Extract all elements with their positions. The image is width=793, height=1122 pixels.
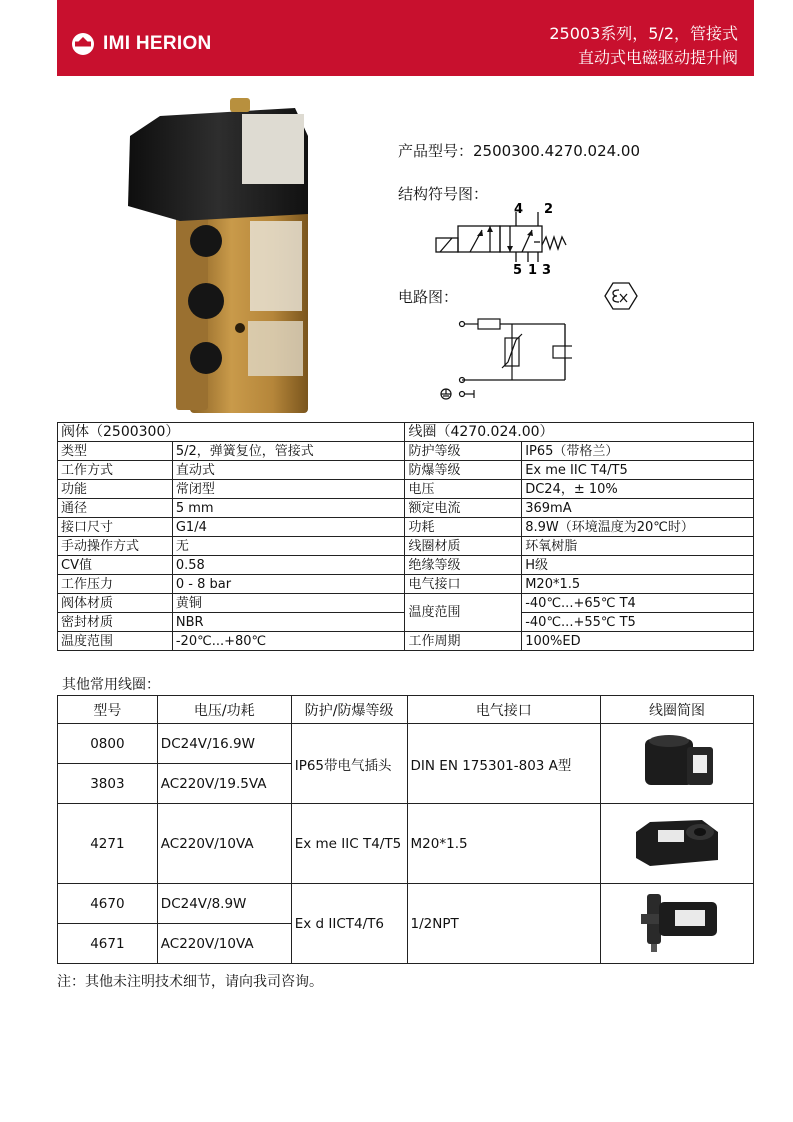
model-number: 2500300.4270.024.00	[473, 142, 641, 160]
spec-value: DC24，± 10%	[522, 480, 754, 499]
coil-protection: IP65带电气插头	[291, 724, 407, 804]
col-header-model: 型号	[58, 696, 158, 724]
coil-interface: 1/2NPT	[407, 884, 601, 964]
imi-logo-icon	[71, 32, 95, 56]
port-4-label: 4	[514, 202, 524, 217]
coil-protection: Ex d IICT4/T6	[291, 884, 407, 964]
coil-power: AC220V/10VA	[157, 804, 291, 884]
coil-power: AC220V/19.5VA	[157, 764, 291, 804]
symbol-label: 结构符号图：	[398, 185, 489, 203]
spec-value: 环氧树脂	[522, 537, 754, 556]
exme-coil-image	[630, 814, 724, 870]
coil-protection: Ex me IIC T4/T5	[291, 804, 407, 884]
spec-key: 工作方式	[58, 461, 173, 480]
spec-value: 5/2，弹簧复位，管接式	[172, 442, 405, 461]
din-coil-image	[637, 727, 717, 797]
spec-value: -20℃...+80℃	[172, 632, 405, 651]
spec-value: 100%ED	[522, 632, 754, 651]
port-2-label: 2	[544, 202, 554, 217]
spec-value: 直动式	[172, 461, 405, 480]
spec-key: 温度范围	[58, 632, 173, 651]
spec-key: 额定电流	[405, 499, 522, 518]
spec-key: 线圈材质	[405, 537, 522, 556]
brand-logo	[71, 32, 212, 56]
coil-model: 0800	[58, 724, 158, 764]
spec-value: IP65（带格兰）	[522, 442, 754, 461]
footnote: 注：其他未注明技术细节，请向我司咨询。	[57, 974, 323, 990]
coil-power: AC220V/10VA	[157, 924, 291, 964]
spec-value: 0.58	[172, 556, 405, 575]
spec-key: 阀体材质	[58, 594, 173, 613]
spec-value: NBR	[172, 613, 405, 632]
spec-key: 防护等级	[405, 442, 522, 461]
circuit-label: 电路图：	[398, 288, 459, 306]
port-1-label: 1	[528, 263, 538, 278]
spec-value: G1/4	[172, 518, 405, 537]
coil-model: 4670	[58, 884, 158, 924]
coil-model: 4671	[58, 924, 158, 964]
model-label: 产品型号：	[398, 142, 474, 160]
spec-key: 功耗	[405, 518, 522, 537]
page-title	[549, 22, 738, 70]
spec-key: 接口尺寸	[58, 518, 173, 537]
spec-key: 通径	[58, 499, 173, 518]
spec-value: 5 mm	[172, 499, 405, 518]
coil-interface: M20*1.5	[407, 804, 601, 884]
coil-header: 线圈（4270.024.00）	[405, 423, 754, 442]
other-coils-title: 其他常用线圈：	[62, 677, 160, 693]
spec-value: -40℃...+65℃ T4	[522, 594, 754, 613]
spec-value: 369mA	[522, 499, 754, 518]
spec-key: 功能	[58, 480, 173, 499]
exd-coil-image	[627, 890, 727, 954]
header-banner	[57, 0, 754, 76]
atex-ex-icon	[603, 281, 639, 311]
circuit-diagram	[432, 310, 572, 400]
spec-key: 类型	[58, 442, 173, 461]
spec-key: 工作压力	[58, 575, 173, 594]
spec-key: 绝缘等级	[405, 556, 522, 575]
title-line-1: 25003系列，5/2，管接式	[549, 24, 738, 43]
col-header-protection: 防护/防爆等级	[291, 696, 407, 724]
spec-table	[57, 422, 754, 651]
spec-value: 无	[172, 537, 405, 556]
coil-model: 3803	[58, 764, 158, 804]
spec-key: 电压	[405, 480, 522, 499]
col-header-image: 线圈简图	[601, 696, 754, 724]
spec-key: CV值	[58, 556, 173, 575]
valve-symbol-diagram	[430, 198, 580, 278]
spec-key: 温度范围	[405, 594, 522, 632]
spec-key: 工作周期	[405, 632, 522, 651]
other-coils-table	[57, 695, 754, 964]
port-5-label: 5	[513, 263, 523, 278]
col-header-power: 电压/功耗	[157, 696, 291, 724]
coil-interface: DIN EN 175301-803 A型	[407, 724, 601, 804]
col-header-interface: 电气接口	[407, 696, 601, 724]
spec-key: 手动操作方式	[58, 537, 173, 556]
coil-power: DC24V/8.9W	[157, 884, 291, 924]
spec-value: -40℃...+55℃ T5	[522, 613, 754, 632]
spec-value: M20*1.5	[522, 575, 754, 594]
title-line-2: 直动式电磁驱动提升阀	[577, 48, 738, 67]
spec-value: 0 - 8 bar	[172, 575, 405, 594]
spec-key: 防爆等级	[405, 461, 522, 480]
coil-image-cell	[601, 804, 754, 884]
spec-value: H级	[522, 556, 754, 575]
coil-image-cell	[601, 884, 754, 964]
valve-photo	[120, 96, 330, 416]
coil-image-cell	[601, 724, 754, 804]
spec-value: 黄铜	[172, 594, 405, 613]
coil-model: 4271	[58, 804, 158, 884]
spec-value: 常闭型	[172, 480, 405, 499]
valve-header: 阀体（2500300）	[58, 423, 405, 442]
coil-power: DC24V/16.9W	[157, 724, 291, 764]
port-3-label: 3	[542, 263, 552, 278]
spec-key: 电气接口	[405, 575, 522, 594]
spec-key: 密封材质	[58, 613, 173, 632]
spec-value: 8.9W（环境温度为20℃时）	[522, 518, 754, 537]
brand-name: IMI HERION	[103, 33, 212, 54]
spec-value: Ex me IIC T4/T5	[522, 461, 754, 480]
model-number-line	[398, 140, 640, 161]
